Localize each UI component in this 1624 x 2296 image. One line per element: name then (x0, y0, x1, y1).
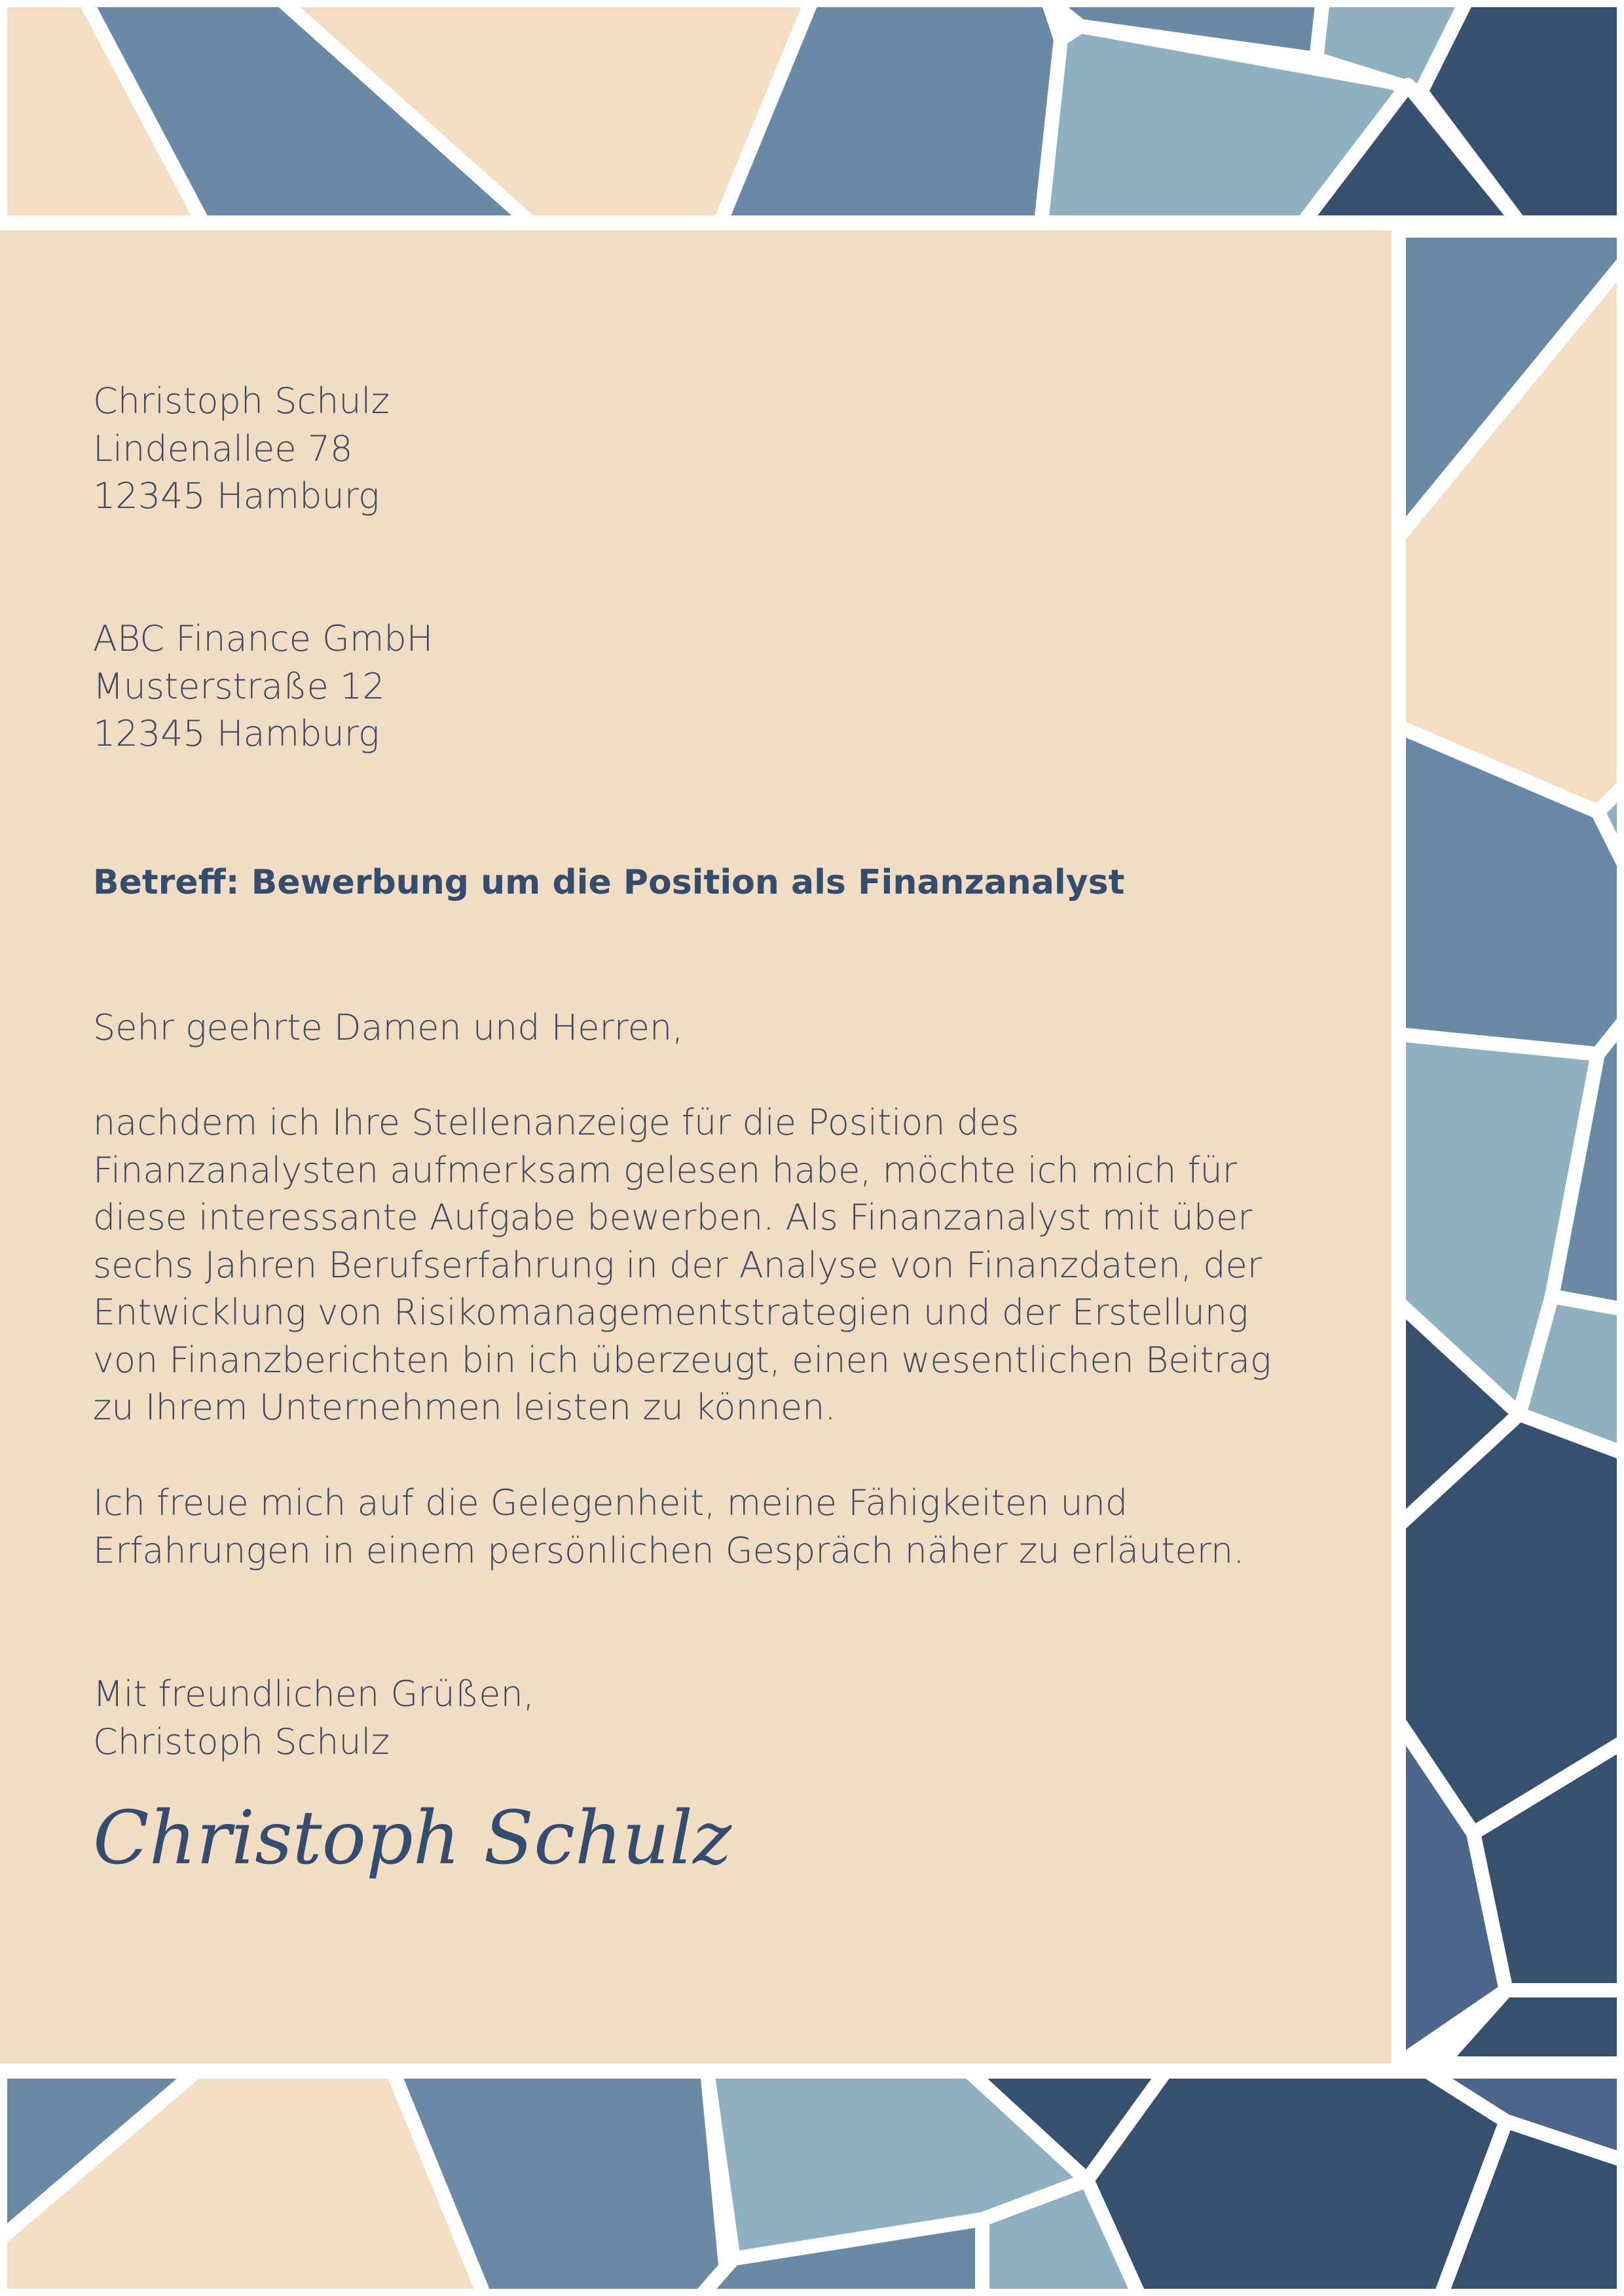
sender-address (93, 378, 390, 520)
closing-name: Christoph Schulz (93, 1721, 390, 1762)
sender-street: Lindenallee 78 (93, 428, 353, 469)
body-paragraph-1: nachdem ich Ihre Stellenanzeige für die Position des Finanzanalysten aufmerksam gelesen habe, möchte ich mich für diese interessante Aufgabe bewerben. Als Finanzanalyst mit über sechs Jahren Berufserfahrung in der Analyse von Finanzdaten, der Entwicklung von Risikomanagementstrategien und der Erstellung von Finanzberichten bin ich überzeugt, einen wesentlichen Beitrag zu Ihrem Unternehmen leisten zu können. (93, 1102, 1272, 1428)
recipient-address (93, 615, 433, 758)
sender-name: Christoph Schulz (93, 380, 390, 422)
handwritten-signature: Christoph Schulz (93, 1796, 732, 1881)
recipient-city: 12345 Hamburg (93, 713, 380, 754)
subject-line: Betreff: Bewerbung um die Position als Finanzanalyst (93, 863, 1125, 902)
closing (93, 1671, 534, 1766)
recipient-company: ABC Finance GmbH (93, 618, 434, 659)
mosaic-tile (1087, 2071, 1506, 2296)
letter-panel (0, 230, 1392, 2064)
body-paragraph-2: Ich freue mich auf die Gelegenheit, meine Fähigkeiten und Erfahrungen in einem persönlichen Gespräch näher zu erläutern. (93, 1482, 1245, 1571)
salutation: Sehr geehrte Damen und Herren, (93, 1007, 684, 1048)
closing-greeting: Mit freundlichen Grüßen, (93, 1673, 534, 1715)
recipient-street: Musterstraße 12 (93, 665, 385, 707)
sender-city: 12345 Hamburg (93, 475, 380, 517)
